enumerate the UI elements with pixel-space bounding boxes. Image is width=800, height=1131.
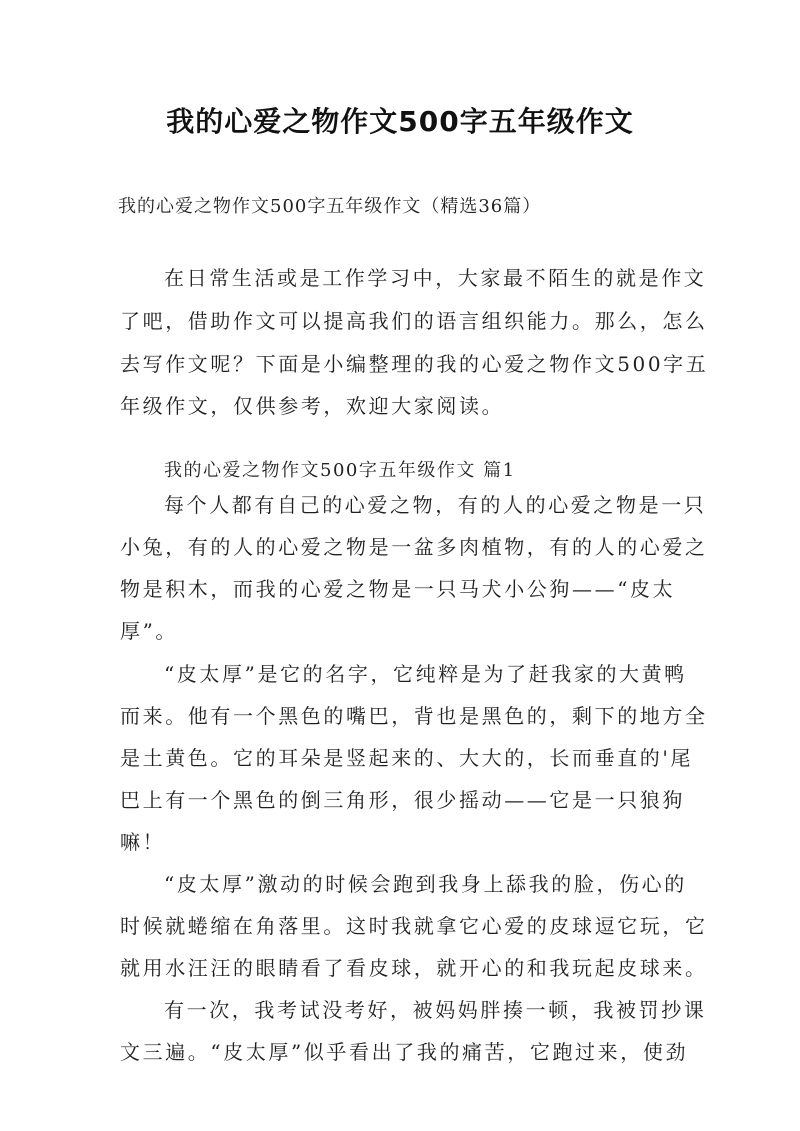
body-line: 时候就蜷缩在角落里。这时我就拿它心爱的皮球逗它玩，它: [120, 914, 708, 938]
body-line: 就用水汪汪的眼睛看了看皮球，就开心的和我玩起皮球来。: [120, 956, 708, 980]
body-line: 物是积木，而我的心爱之物是一只马犬小公狗——“皮太: [120, 577, 676, 601]
body-line: 小兔，有的人的心爱之物是一盆多肉植物，有的人的心爱之: [120, 535, 708, 559]
body-line: 厚”。: [120, 619, 179, 643]
intro-line: 年级作文，仅供参考，欢迎大家阅读。: [120, 394, 505, 418]
intro-line: 去写作文呢？下面是小编整理的我的心爱之物作文500字五: [120, 352, 709, 376]
intro-line: 在日常生活或是工作学习中，大家最不陌生的就是作文: [164, 266, 707, 290]
body-line: 嘛！: [120, 830, 166, 854]
body-line: 巴上有一个黑色的倒三角形，很少摇动——它是一只狼狗: [120, 788, 685, 812]
document-title: 我的心爱之物作文500字五年级作文: [166, 105, 634, 138]
body-line: 有一次，我考试没考好，被妈妈胖揍一顿，我被罚抄课: [164, 998, 707, 1022]
body-line: “皮太厚”激动的时候会跑到我身上舔我的脸，伤心的: [164, 872, 687, 896]
body-line: 是土黄色。它的耳朵是竖起来的、大大的，长而垂直的'尾: [120, 746, 694, 770]
document-subtitle: 我的心爱之物作文500字五年级作文（精选36篇）: [118, 196, 542, 217]
body-line: “皮太厚”是它的名字，它纯粹是为了赶我家的大黄鸭: [164, 662, 687, 686]
section-heading: 我的心爱之物作文500字五年级作文 篇1: [164, 460, 516, 481]
body-line: 而来。他有一个黑色的嘴巴，背也是黑色的，剩下的地方全: [120, 704, 708, 728]
body-line: 每个人都有自己的心爱之物，有的人的心爱之物是一只: [164, 493, 707, 517]
body-line: 文三遍。“皮太厚”似乎看出了我的痛苦，它跑过来，使劲: [120, 1040, 689, 1064]
intro-line: 了吧，借助作文可以提高我们的语言组织能力。那么，怎么: [120, 309, 708, 333]
